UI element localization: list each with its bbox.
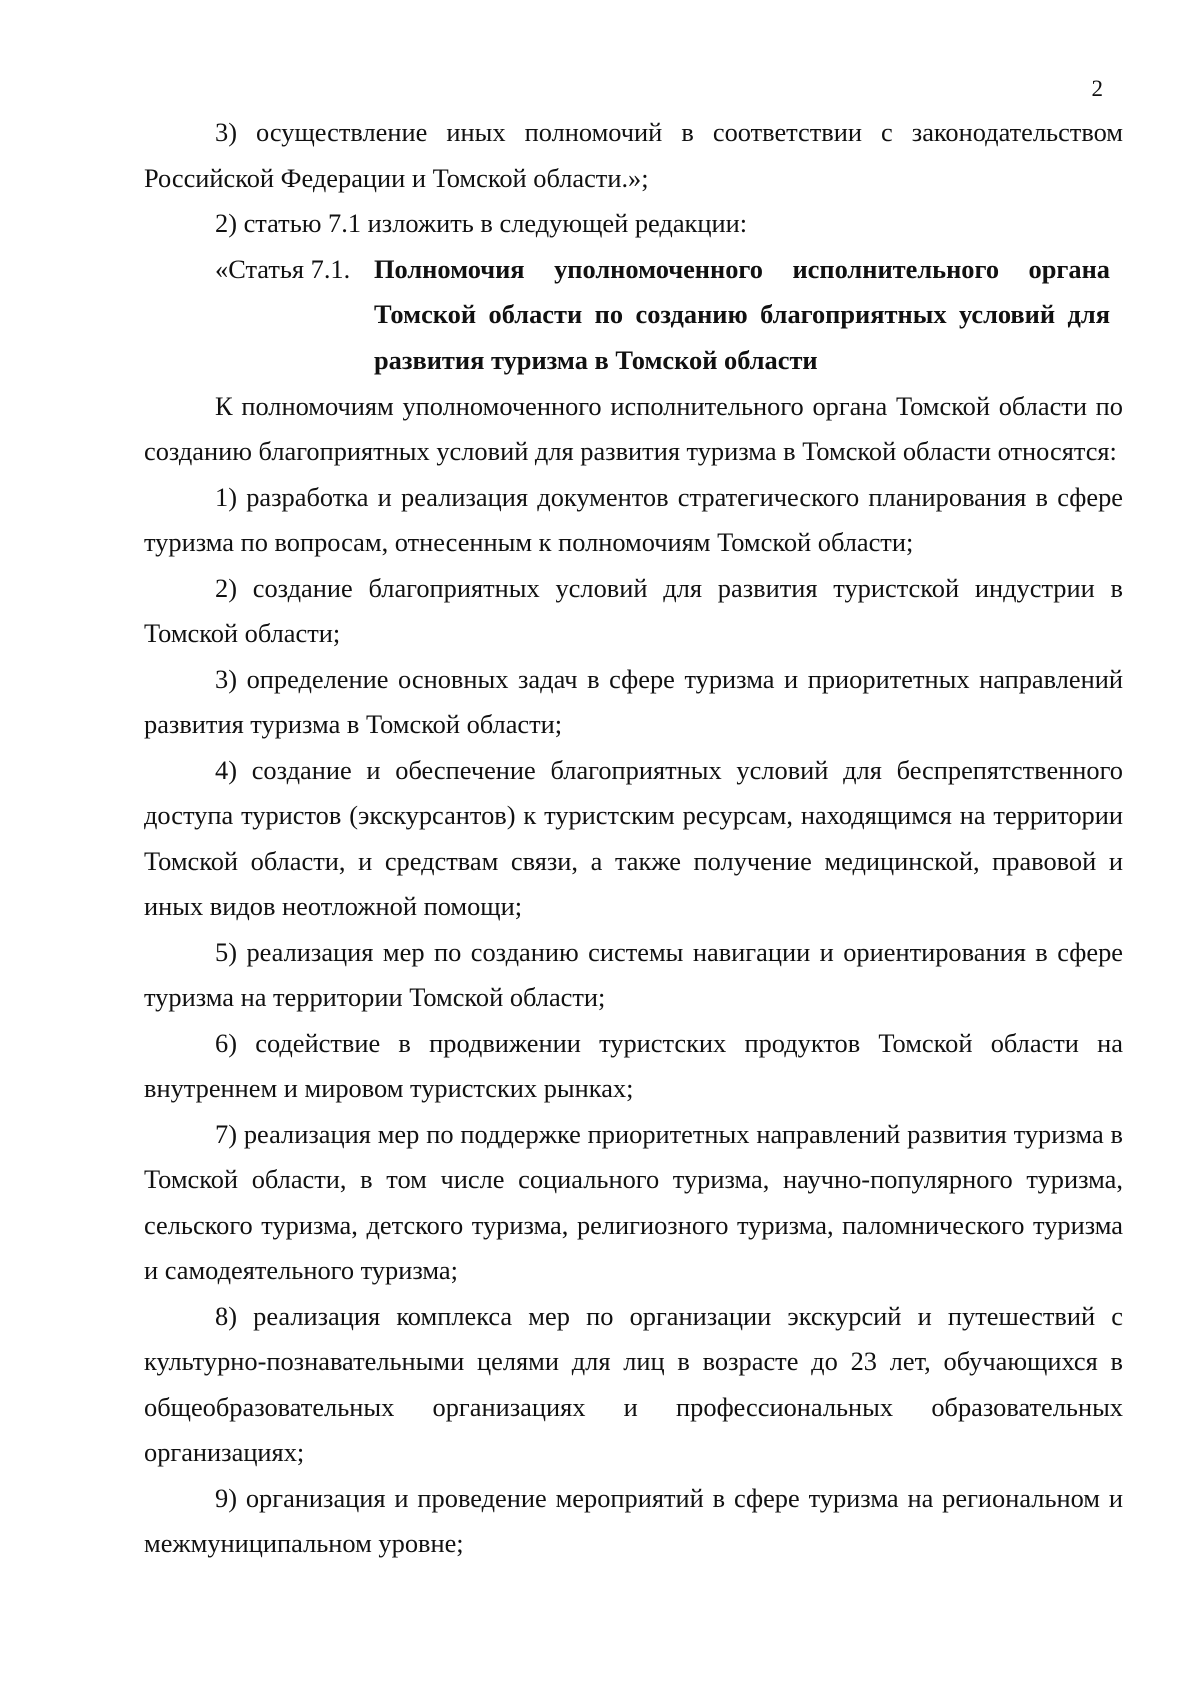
page-number: 2 bbox=[1091, 76, 1103, 101]
list-item-4: 4) создание и обеспечение благоприятных условий для беспрепятственного доступа туристов (экскурсантов) к туристским ресурсам, находящимся на территории Томской области, и средствам связи, а также получение медицинской, правовой и иных видов неотложной помощи; bbox=[144, 754, 1123, 921]
list-item-3: 3) определение основных задач в сфере туризма и приоритетных направлений развития туризма в Томской области; bbox=[144, 663, 1123, 739]
list-item-5: 5) реализация мер по созданию системы навигации и ориентирования в сфере туризма на территории Томской области; bbox=[144, 936, 1123, 1012]
paragraph-item-3-previous: 3) осуществление иных полномочий в соответствии с законодательством Российской Федерации и Томской области.»; bbox=[144, 117, 1123, 193]
list-item-2: 2) создание благоприятных условий для развития туристской индустрии в Томской области; bbox=[144, 572, 1123, 648]
list-item-7: 7) реализация мер по поддержке приоритетных направлений развития туризма в Томской области, в том числе социального туризма, научно-популярного туризма, сельского туризма, детского туризма, религиозного туризма, паломнического туризма и самодеятельного туризма; bbox=[144, 1118, 1123, 1285]
article-heading bbox=[144, 247, 1123, 384]
list-item-1: 1) разработка и реализация документов стратегического планирования в сфере туризма по вопросам, отнесенным к полномочиям Томской области; bbox=[144, 481, 1123, 557]
paragraph-item-2-amendment: 2) статью 7.1 изложить в следующей редакции: bbox=[215, 208, 748, 238]
article-number: «Статья 7.1. bbox=[215, 253, 351, 284]
list-item-8: 8) реализация комплекса мер по организации экскурсий и путешествий с культурно-познавательными целями для лиц в возрасте до 23 лет, обучающихся в общеобразовательных организациях и профессиональных образовательных организациях; bbox=[144, 1300, 1123, 1467]
list-item-9: 9) организация и проведение мероприятий в сфере туризма на региональном и межмуниципальном уровне; bbox=[144, 1482, 1123, 1558]
article-title: Полномочия уполномоченного исполнительного органа Томской области по созданию благоприятных условий для развития туризма в Томской области bbox=[374, 253, 1110, 375]
document-body bbox=[144, 110, 1123, 1567]
paragraph-intro: К полномочиям уполномоченного исполнительного органа Томской области по созданию благоприятных условий для развития туризма в Томской области относятся: bbox=[144, 390, 1123, 466]
list-item-6: 6) содействие в продвижении туристских продуктов Томской области на внутреннем и мировом туристских рынках; bbox=[144, 1027, 1123, 1103]
